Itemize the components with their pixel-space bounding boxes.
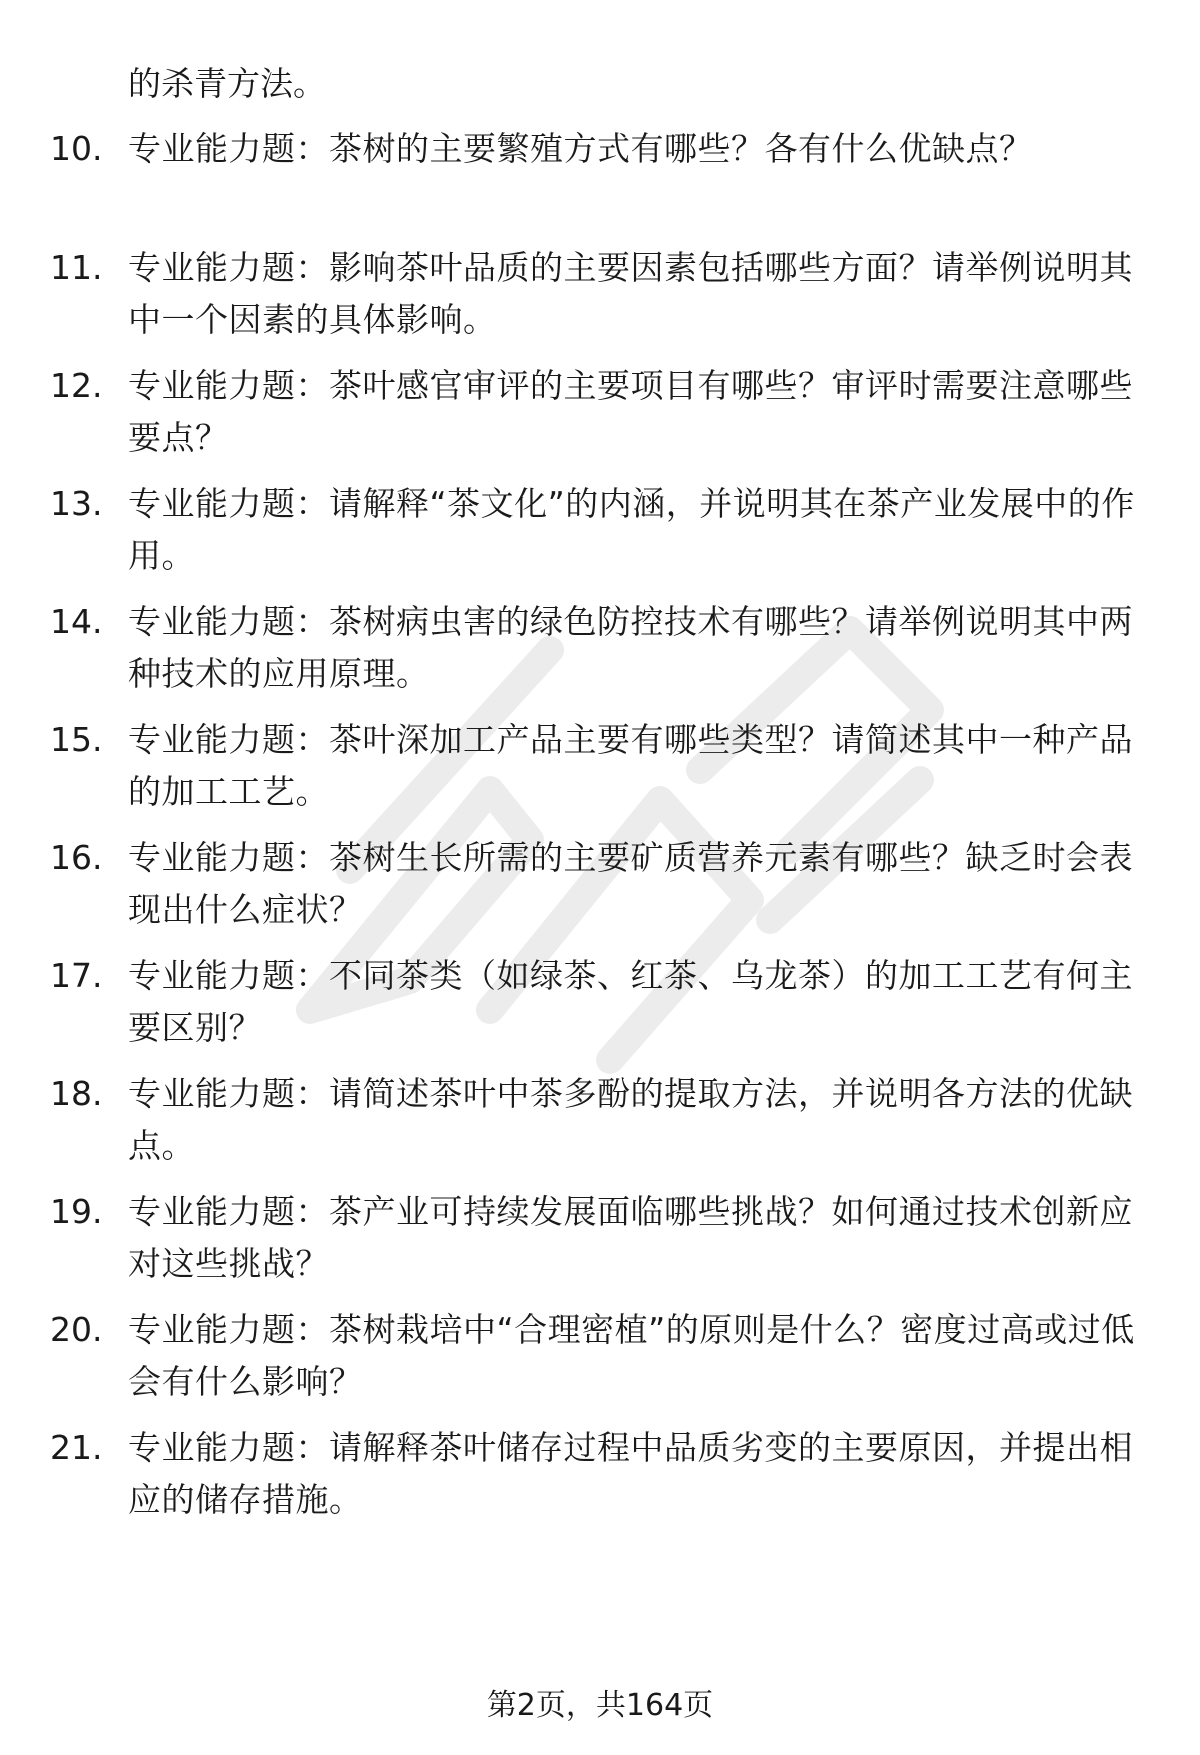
question-number: 21. xyxy=(50,1428,103,1467)
list-item xyxy=(0,1068,1200,1186)
question-text: 专业能力题：茶叶感官审评的主要项目有哪些？审评时需要注意哪些要点？ xyxy=(128,366,1133,457)
question-text: 专业能力题：影响茶叶品质的主要因素包括哪些方面？请举例说明其中一个因素的具体影响。 xyxy=(128,248,1133,339)
list-item xyxy=(0,596,1200,714)
question-text: 专业能力题：请解释茶叶储存过程中品质劣变的主要原因，并提出相应的储存措施。 xyxy=(128,1428,1133,1519)
question-number: 16. xyxy=(50,838,103,877)
question-text: 专业能力题：请简述茶叶中茶多酚的提取方法，并说明各方法的优缺点。 xyxy=(128,1074,1133,1165)
question-text: 专业能力题：茶树的主要繁殖方式有哪些？各有什么优缺点？ xyxy=(128,129,1033,168)
list-item xyxy=(0,714,1200,832)
question-text: 专业能力题：请解释“茶文化”的内涵，并说明其在茶产业发展中的作用。 xyxy=(128,484,1135,575)
question-text: 专业能力题：茶树病虫害的绿色防控技术有哪些？请举例说明其中两种技术的应用原理。 xyxy=(128,602,1133,693)
list-item xyxy=(0,1422,1200,1540)
question-number: 19. xyxy=(50,1192,103,1231)
question-number: 11. xyxy=(50,248,103,287)
question-number: 15. xyxy=(50,720,103,759)
list-item xyxy=(0,478,1200,596)
list-item xyxy=(0,242,1200,360)
question-text: 专业能力题：茶叶深加工产品主要有哪些类型？请简述其中一种产品的加工工艺。 xyxy=(128,720,1133,811)
question-number: 13. xyxy=(50,484,103,523)
question-number: 10. xyxy=(50,129,103,168)
list-item xyxy=(0,1186,1200,1304)
question-number: 12. xyxy=(50,366,103,405)
question-text: 专业能力题：不同茶类（如绿茶、红茶、乌龙茶）的加工工艺有何主要区别？ xyxy=(128,956,1133,1047)
page-number: 第2页，共164页 xyxy=(486,1688,714,1723)
question-number: 17. xyxy=(50,956,103,995)
list-item xyxy=(0,123,1200,242)
question-list xyxy=(0,123,1200,1540)
list-item xyxy=(0,360,1200,478)
question-number: 18. xyxy=(50,1074,103,1113)
list-item xyxy=(0,950,1200,1068)
question-number: 14. xyxy=(50,602,103,641)
question-text: 专业能力题：茶产业可持续发展面临哪些挑战？如何通过技术创新应对这些挑战？ xyxy=(128,1192,1133,1283)
question-number: 20. xyxy=(50,1310,103,1349)
continuation-text: 的杀青方法。 xyxy=(128,64,326,103)
list-item xyxy=(0,1304,1200,1422)
list-item xyxy=(0,832,1200,950)
question-text: 专业能力题：茶树生长所需的主要矿质营养元素有哪些？缺乏时会表现出什么症状？ xyxy=(128,838,1133,929)
question-text: 专业能力题：茶树栽培中“合理密植”的原则是什么？密度过高或过低会有什么影响？ xyxy=(128,1310,1135,1401)
